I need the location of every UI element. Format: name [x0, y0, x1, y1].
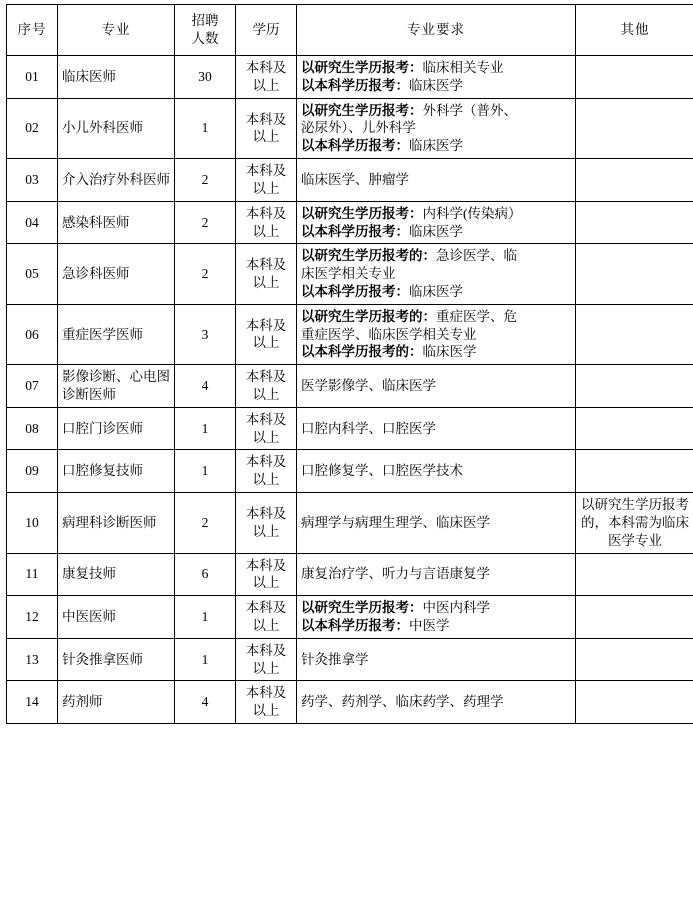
cell-requirements: [297, 304, 576, 364]
cell-no: 02: [7, 98, 58, 158]
requirement-label: 以研究生学历报考的：: [301, 308, 436, 324]
column-header-requirements: 专业要求: [297, 5, 576, 56]
cell-other: [576, 159, 693, 202]
table-row: [7, 244, 693, 304]
table-row: [7, 98, 693, 158]
cell-other: [576, 407, 693, 450]
requirement-line: [301, 565, 571, 583]
cell-count: 2: [175, 493, 236, 553]
requirement-label: 以研究生学历报考：: [301, 205, 423, 221]
requirement-text: 口腔修复学、口腔医学技术: [301, 463, 463, 479]
cell-no: 14: [7, 681, 58, 724]
requirement-label: 以本科学历报考的：: [301, 344, 423, 360]
cell-education: [236, 159, 297, 202]
education-line2: 以上: [252, 223, 280, 239]
cell-major: 感染科医师: [58, 201, 175, 244]
education-line1: 本科及: [245, 257, 287, 273]
education-line1: 本科及: [245, 205, 287, 221]
requirement-line: [301, 343, 571, 361]
table-row: [7, 596, 693, 639]
table-row: [7, 493, 693, 553]
requirement-text: 中医学: [409, 617, 450, 633]
requirement-text: 临床医学: [409, 138, 463, 154]
education-line2: 以上: [252, 660, 280, 676]
column-header-count-line2: 人数: [191, 31, 219, 46]
education-line1: 本科及: [245, 411, 287, 427]
table-row: [7, 304, 693, 364]
requirement-label: 以本科学历报考：: [301, 138, 409, 154]
requirement-label: 以本科学历报考：: [301, 223, 409, 239]
requirement-line: [301, 205, 571, 223]
cell-no: 05: [7, 244, 58, 304]
recruitment-table: [6, 4, 693, 724]
cell-other: [576, 98, 693, 158]
education-line2: 以上: [252, 617, 280, 633]
cell-major: 临床医师: [58, 56, 175, 99]
table-row: [7, 407, 693, 450]
column-header-no: 序号: [7, 5, 58, 56]
table-row: [7, 159, 693, 202]
cell-education: [236, 365, 297, 408]
column-header-count: [175, 5, 236, 56]
cell-count: 1: [175, 638, 236, 681]
requirement-text: 医学影像学、临床医学: [301, 378, 436, 394]
requirement-text: 急诊医学、临: [436, 248, 517, 264]
requirement-line: [301, 617, 571, 635]
cell-major: 急诊科医师: [58, 244, 175, 304]
requirement-text: 临床医学: [409, 223, 463, 239]
cell-count: 2: [175, 244, 236, 304]
cell-no: 03: [7, 159, 58, 202]
cell-no: 08: [7, 407, 58, 450]
education-line1: 本科及: [245, 317, 287, 333]
cell-education: [236, 98, 297, 158]
cell-count: 4: [175, 681, 236, 724]
requirement-label: 以研究生学历报考的：: [301, 248, 436, 264]
requirement-label: 以本科学历报考：: [301, 617, 409, 633]
table-body: [7, 56, 693, 724]
requirement-line: [301, 102, 571, 120]
cell-education: [236, 681, 297, 724]
cell-requirements: [297, 244, 576, 304]
cell-requirements: [297, 98, 576, 158]
requirement-text: 泌尿外）、儿外科学: [301, 120, 416, 136]
column-header-count-line1: 招聘: [191, 13, 219, 29]
cell-no: 11: [7, 553, 58, 596]
cell-requirements: [297, 201, 576, 244]
cell-no: 04: [7, 201, 58, 244]
cell-education: [236, 553, 297, 596]
requirement-text: 重症医学、临床医学相关专业: [301, 326, 477, 342]
cell-no: 07: [7, 365, 58, 408]
cell-major: 药剂师: [58, 681, 175, 724]
requirement-line: [301, 171, 571, 189]
cell-education: [236, 493, 297, 553]
cell-requirements: [297, 638, 576, 681]
requirement-text: 床医学相关专业: [301, 266, 396, 282]
requirement-text: 中医内科学: [422, 600, 490, 616]
requirement-label: 以研究生学历报考：: [301, 600, 423, 616]
requirement-line: [301, 651, 571, 669]
requirement-line: [301, 137, 571, 155]
requirement-line: [301, 223, 571, 241]
requirement-label: 以本科学历报考：: [301, 77, 409, 93]
cell-count: 1: [175, 98, 236, 158]
requirement-line: [301, 462, 571, 480]
cell-major: 介入治疗外科医师: [58, 159, 175, 202]
requirement-line: [301, 514, 571, 532]
cell-other: [576, 365, 693, 408]
column-header-other: 其他: [576, 5, 693, 56]
cell-no: 10: [7, 493, 58, 553]
requirement-line: [301, 377, 571, 395]
table-row: [7, 681, 693, 724]
education-line1: 本科及: [245, 60, 287, 75]
requirement-line: [301, 693, 571, 711]
cell-no: 01: [7, 56, 58, 99]
education-line1: 本科及: [245, 685, 287, 701]
requirement-text: 针灸推拿学: [301, 651, 369, 667]
requirement-line: [301, 326, 571, 344]
education-line2: 以上: [252, 703, 280, 719]
cell-no: 12: [7, 596, 58, 639]
requirement-text: 外科学（普外、: [422, 102, 517, 118]
education-line1: 本科及: [245, 369, 287, 385]
cell-other: 以研究生学历报考的，本科需为临床医学专业: [576, 493, 693, 553]
cell-requirements: [297, 596, 576, 639]
education-line2: 以上: [252, 429, 280, 445]
requirement-text: 病理学与病理生理学、临床医学: [301, 514, 490, 530]
cell-major: 口腔修复技师: [58, 450, 175, 493]
cell-requirements: [297, 365, 576, 408]
cell-no: 06: [7, 304, 58, 364]
requirement-text: 康复治疗学、听力与言语康复学: [301, 566, 490, 582]
table-row: [7, 638, 693, 681]
cell-other: [576, 244, 693, 304]
education-line2: 以上: [252, 180, 280, 196]
education-line2: 以上: [252, 275, 280, 291]
table-row: [7, 201, 693, 244]
cell-education: [236, 304, 297, 364]
cell-education: [236, 56, 297, 99]
requirement-label: 以研究生学历报考：: [301, 60, 423, 75]
table-row: [7, 365, 693, 408]
cell-requirements: [297, 493, 576, 553]
cell-education: [236, 596, 297, 639]
cell-other: [576, 553, 693, 596]
table-row: [7, 553, 693, 596]
requirement-line: [301, 77, 571, 95]
cell-count: 2: [175, 201, 236, 244]
requirement-line: [301, 283, 571, 301]
requirement-text: 临床医学: [422, 344, 477, 360]
education-line2: 以上: [252, 387, 280, 402]
education-line1: 本科及: [245, 642, 287, 658]
requirement-text: 临床相关专业: [422, 60, 504, 75]
column-header-education: 学历: [236, 5, 297, 56]
requirement-text: 口腔内科学、口腔医学: [301, 420, 436, 436]
education-line1: 本科及: [245, 163, 287, 179]
requirement-text: 内科学(传染病）: [422, 205, 522, 221]
cell-count: 6: [175, 553, 236, 596]
cell-major: 病理科诊断医师: [58, 493, 175, 553]
cell-other: [576, 56, 693, 99]
cell-requirements: [297, 56, 576, 99]
requirement-text: 临床医学、肿瘤学: [301, 171, 409, 187]
education-line2: 以上: [252, 77, 280, 93]
requirement-text: 重症医学、危: [436, 308, 517, 324]
cell-count: 1: [175, 596, 236, 639]
table-header: [7, 5, 693, 56]
education-line2: 以上: [252, 129, 280, 145]
cell-major: 针灸推拿医师: [58, 638, 175, 681]
requirement-line: [301, 599, 571, 617]
cell-education: [236, 244, 297, 304]
cell-requirements: [297, 553, 576, 596]
cell-other: [576, 638, 693, 681]
cell-major: 中医医师: [58, 596, 175, 639]
cell-other: [576, 304, 693, 364]
requirement-label: 以研究生学历报考：: [301, 102, 423, 118]
education-line1: 本科及: [245, 600, 287, 616]
cell-requirements: [297, 450, 576, 493]
table-row: [7, 56, 693, 99]
cell-requirements: [297, 159, 576, 202]
cell-major: 重症医学医师: [58, 304, 175, 364]
requirement-text: 临床医学: [409, 283, 463, 299]
education-line1: 本科及: [245, 505, 287, 521]
cell-major: 小儿外科医师: [58, 98, 175, 158]
cell-education: [236, 407, 297, 450]
requirement-line: [301, 308, 571, 326]
education-line2: 以上: [252, 472, 280, 488]
education-line2: 以上: [252, 335, 280, 351]
cell-other: [576, 596, 693, 639]
cell-requirements: [297, 681, 576, 724]
cell-count: 3: [175, 304, 236, 364]
cell-major: 康复技师: [58, 553, 175, 596]
cell-no: 09: [7, 450, 58, 493]
education-line1: 本科及: [245, 111, 287, 127]
cell-count: 4: [175, 365, 236, 408]
requirement-line: [301, 119, 571, 137]
cell-count: 2: [175, 159, 236, 202]
cell-requirements: [297, 407, 576, 450]
column-header-major: 专业: [58, 5, 175, 56]
table-header-row: [7, 5, 693, 56]
education-line2: 以上: [252, 523, 280, 539]
cell-other: [576, 201, 693, 244]
cell-other: [576, 450, 693, 493]
cell-major: 影像诊断、心电图诊断医师: [58, 365, 175, 408]
requirement-text: 临床医学: [409, 77, 463, 93]
cell-count: 1: [175, 450, 236, 493]
cell-education: [236, 638, 297, 681]
education-line1: 本科及: [245, 557, 287, 573]
education-line1: 本科及: [245, 454, 287, 470]
requirement-text: 药学、药剂学、临床药学、药理学: [301, 694, 504, 710]
education-line2: 以上: [252, 575, 280, 591]
requirement-line: [301, 420, 571, 438]
cell-education: [236, 450, 297, 493]
requirement-line: [301, 247, 571, 265]
cell-no: 13: [7, 638, 58, 681]
cell-other: [576, 681, 693, 724]
table-row: [7, 450, 693, 493]
requirement-line: [301, 265, 571, 283]
cell-education: [236, 201, 297, 244]
cell-major: 口腔门诊医师: [58, 407, 175, 450]
cell-count: 1: [175, 407, 236, 450]
requirement-line: [301, 59, 571, 77]
cell-count: 30: [175, 56, 236, 99]
requirement-label: 以本科学历报考：: [301, 283, 409, 299]
